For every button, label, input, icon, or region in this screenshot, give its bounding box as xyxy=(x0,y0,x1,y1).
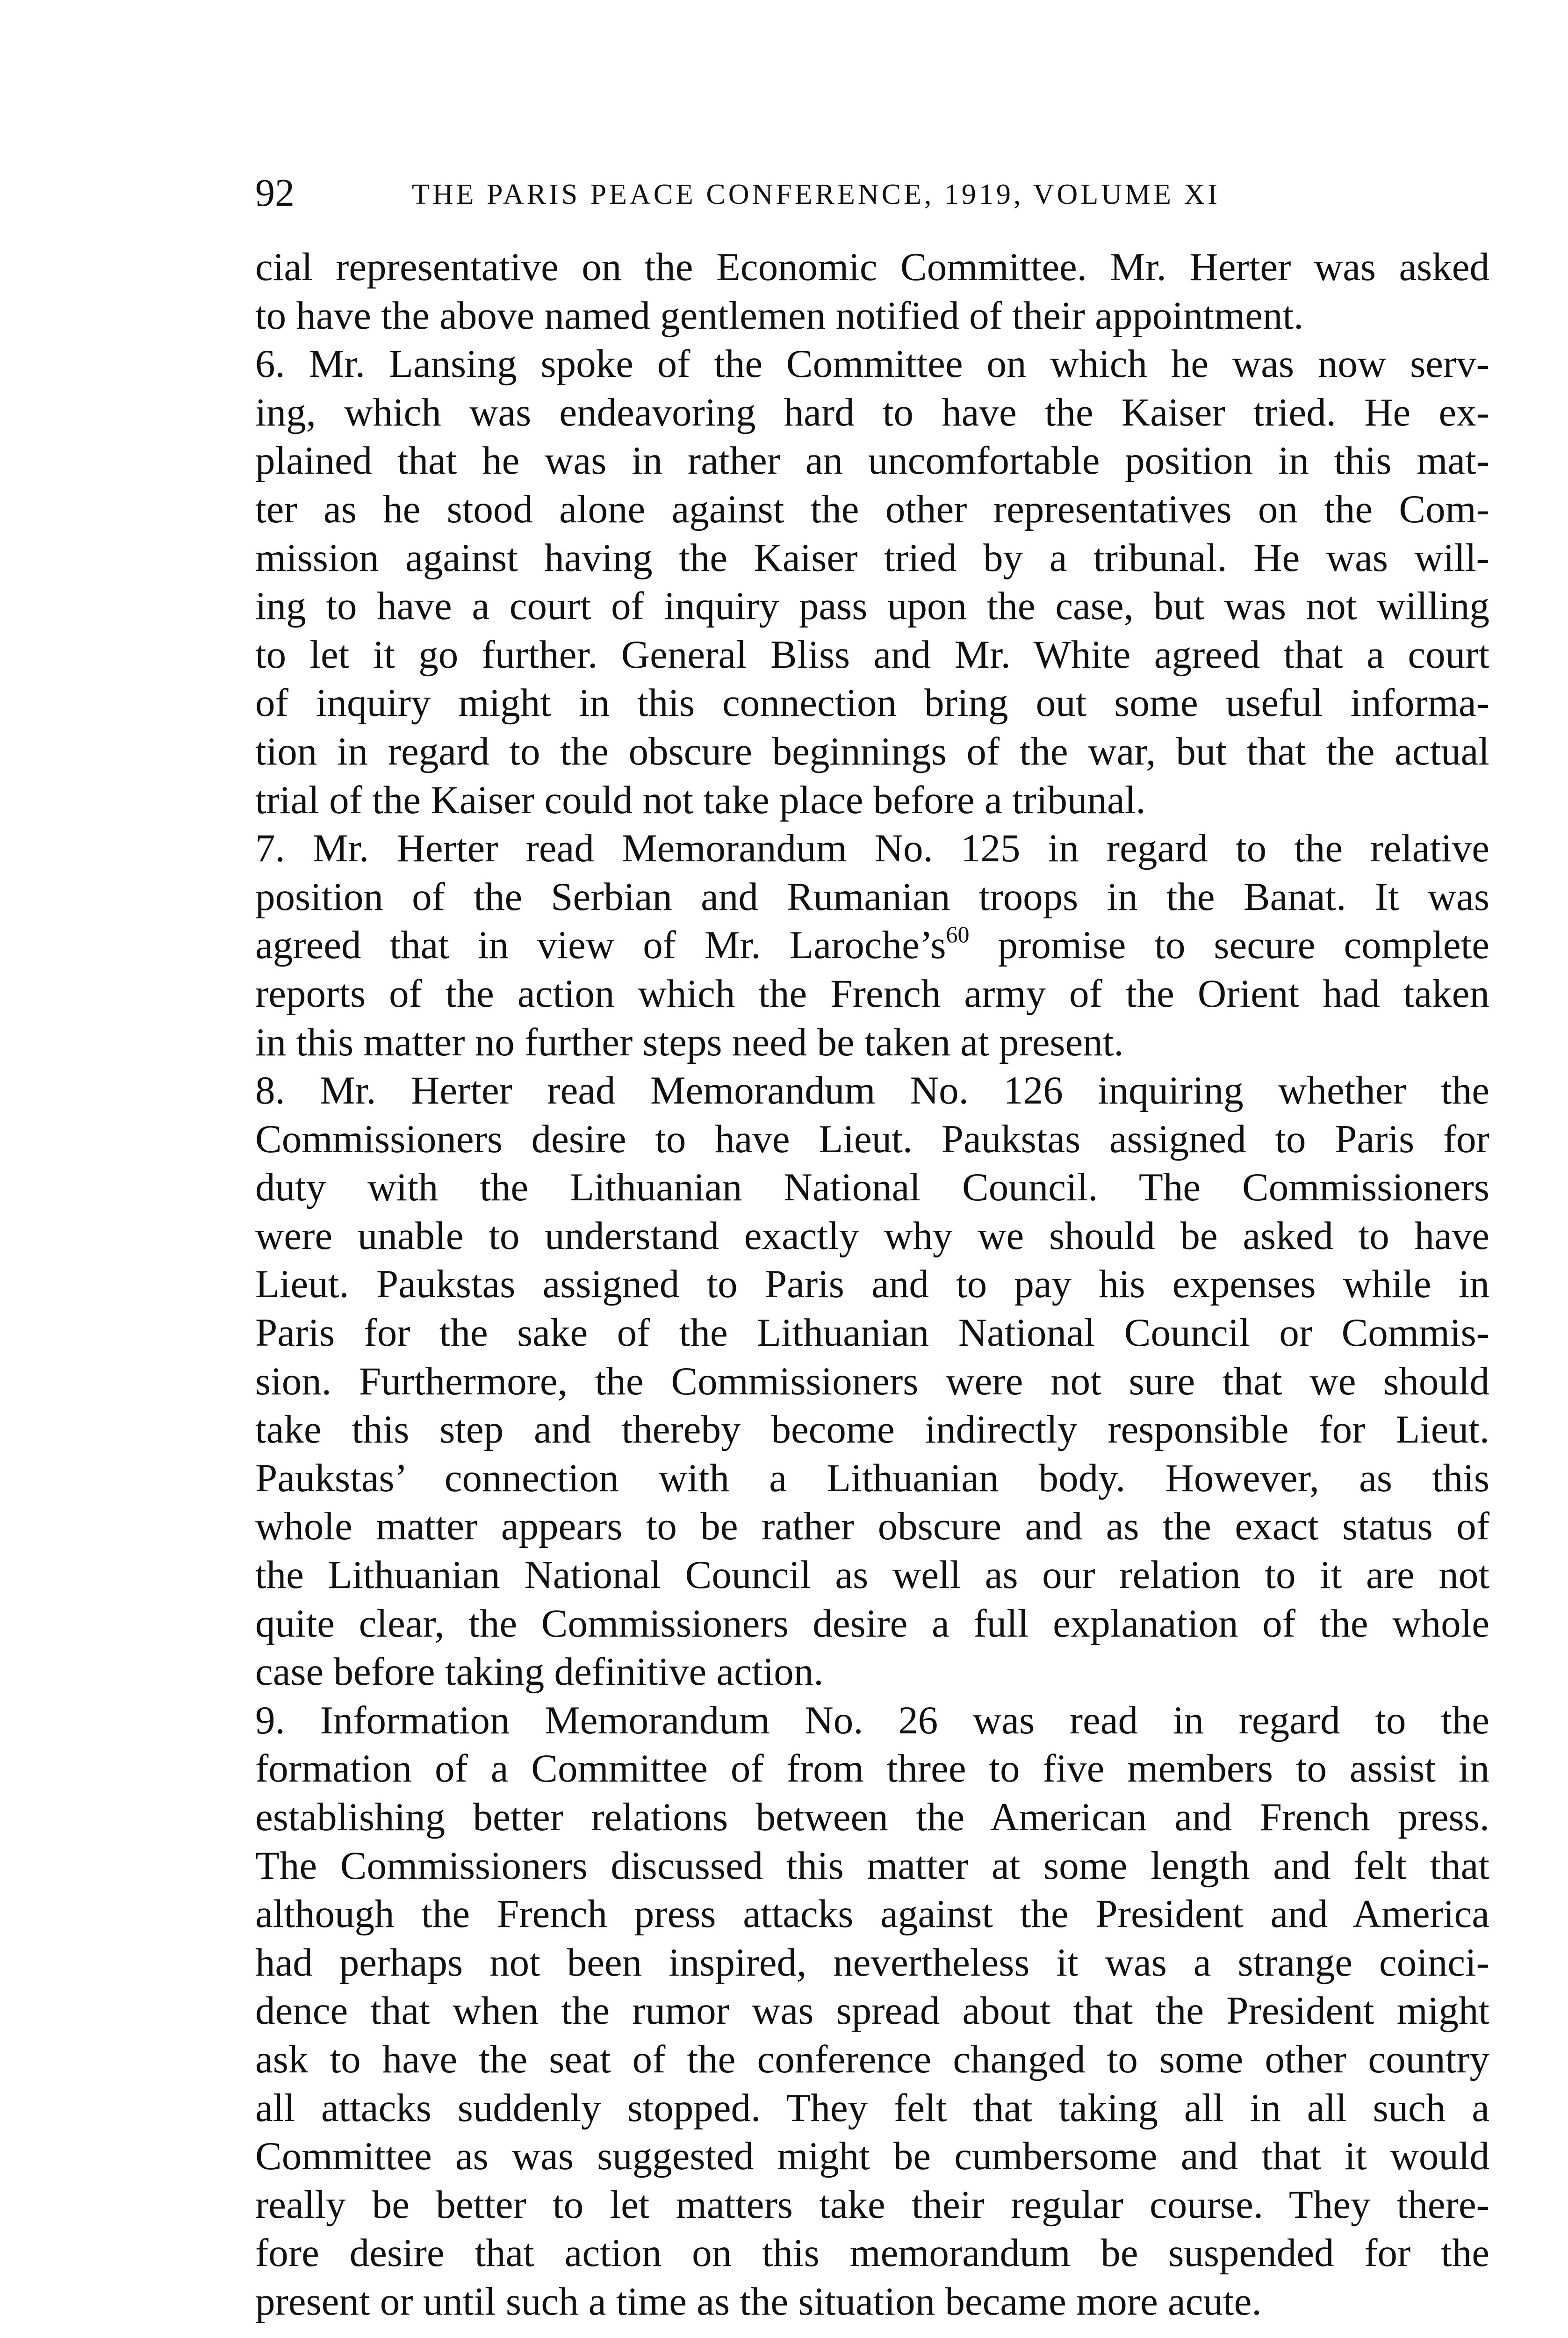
text-line: 7. Mr. Herter read Memorandum No. 125 in regard to the relative xyxy=(255,826,1489,871)
text-line: were unable to understand exactly why we should be asked to have xyxy=(255,1213,1489,1258)
text-line: the Lithuanian National Council as well as our relation to it are not xyxy=(255,1553,1489,1597)
text-line: had perhaps not been inspired, nevertheless it was a strange coinci- xyxy=(255,1940,1489,1984)
text-line: reports of the action which the French army of the Orient had taken xyxy=(255,971,1489,1016)
text-line: The Commissioners discussed this matter at some length and felt that xyxy=(255,1843,1489,1888)
text-line: establishing better relations between the American and French press. xyxy=(255,1795,1489,1839)
text-line: ing to have a court of inquiry pass upon the case, but was not willing xyxy=(255,584,1489,628)
text-line: ter as he stood alone against the other representatives on the Com- xyxy=(255,487,1489,531)
text-line: to let it go further. General Bliss and Mr. White agreed that a court xyxy=(255,632,1489,677)
text-line: fore desire that action on this memorandum be suspended for the xyxy=(255,2231,1489,2275)
text-line: in this matter no further steps need be taken at present. xyxy=(255,1020,1124,1064)
text-line: sion. Furthermore, the Commissioners were not sure that we should xyxy=(255,1359,1489,1403)
text-line: of inquiry might in this connection bring out some useful informa- xyxy=(255,681,1489,725)
text-line: tion in regard to the obscure beginnings of the war, but that the actual xyxy=(255,729,1489,773)
footnote-ref: 60 xyxy=(946,921,970,948)
text-line: Committee as was suggested might be cumbersome and that it would xyxy=(255,2134,1489,2179)
text-line: cial representative on the Economic Committee. Mr. Herter was asked xyxy=(255,245,1489,289)
text-line: 6. Mr. Lansing spoke of the Committee on which he was now serv- xyxy=(255,342,1489,386)
text-line: whole matter appears to be rather obscure and as the exact status of xyxy=(255,1504,1489,1549)
text-line: all attacks suddenly stopped. They felt that taking all in all such a xyxy=(255,2085,1489,2130)
text-line xyxy=(255,921,1489,970)
text-line: duty with the Lithuanian National Council. The Commissioners xyxy=(255,1165,1489,1210)
text-line: to have the above named gentlemen notified of their appointment. xyxy=(255,293,1304,338)
page-header xyxy=(255,167,1489,219)
text-line: really be better to let matters take their regular course. They there- xyxy=(255,2182,1489,2227)
text-line: mission against having the Kaiser tried by a tribunal. He was will- xyxy=(255,535,1489,580)
text-line: ask to have the seat of the conference changed to some other country xyxy=(255,2037,1489,2081)
running-head: THE PARIS PEACE CONFERENCE, 1919, VOLUME XI xyxy=(412,179,1220,210)
text-line: case before taking definitive action. xyxy=(255,1650,824,1694)
text-line: take this step and thereby become indirectly responsible for Lieut. xyxy=(255,1407,1489,1452)
text-line: present or until such a time as the situation became more acute. xyxy=(255,2279,1262,2324)
text-line: 9. Information Memorandum No. 26 was read in regard to the xyxy=(255,1698,1489,1742)
text-line: quite clear, the Commissioners desire a full explanation of the whole xyxy=(255,1601,1489,1645)
text-fragment: agreed that in view of Mr. Laroche’s xyxy=(255,923,946,967)
text-line: although the French press attacks against the President and America xyxy=(255,1892,1489,1936)
text-line: Lieut. Paukstas assigned to Paris and to pay his expenses while in xyxy=(255,1262,1489,1306)
text-line: trial of the Kaiser could not take place before a tribunal. xyxy=(255,778,1146,822)
text-line: Paukstas’ connection with a Lithuanian body. However, as this xyxy=(255,1456,1489,1500)
text-line: 8. Mr. Herter read Memorandum No. 126 inquiring whether the xyxy=(255,1068,1489,1113)
text-line: position of the Serbian and Rumanian troops in the Banat. It was xyxy=(255,874,1489,919)
text-line: formation of a Committee of from three to five members to assist in xyxy=(255,1746,1489,1791)
body-text xyxy=(255,243,1489,2326)
text-line: Paris for the sake of the Lithuanian National Council or Commis- xyxy=(255,1311,1489,1355)
text-line: ing, which was endeavoring hard to have the Kaiser tried. He ex- xyxy=(255,390,1489,434)
text-line: Commissioners desire to have Lieut. Paukstas assigned to Paris for xyxy=(255,1117,1489,1161)
page-number: 92 xyxy=(255,171,295,215)
text-fragment: promise to secure complete xyxy=(969,923,1489,967)
text-line: dence that when the rumor was spread about that the President might xyxy=(255,1989,1489,2033)
text-line: plained that he was in rather an uncomfortable position in this mat- xyxy=(255,439,1489,483)
